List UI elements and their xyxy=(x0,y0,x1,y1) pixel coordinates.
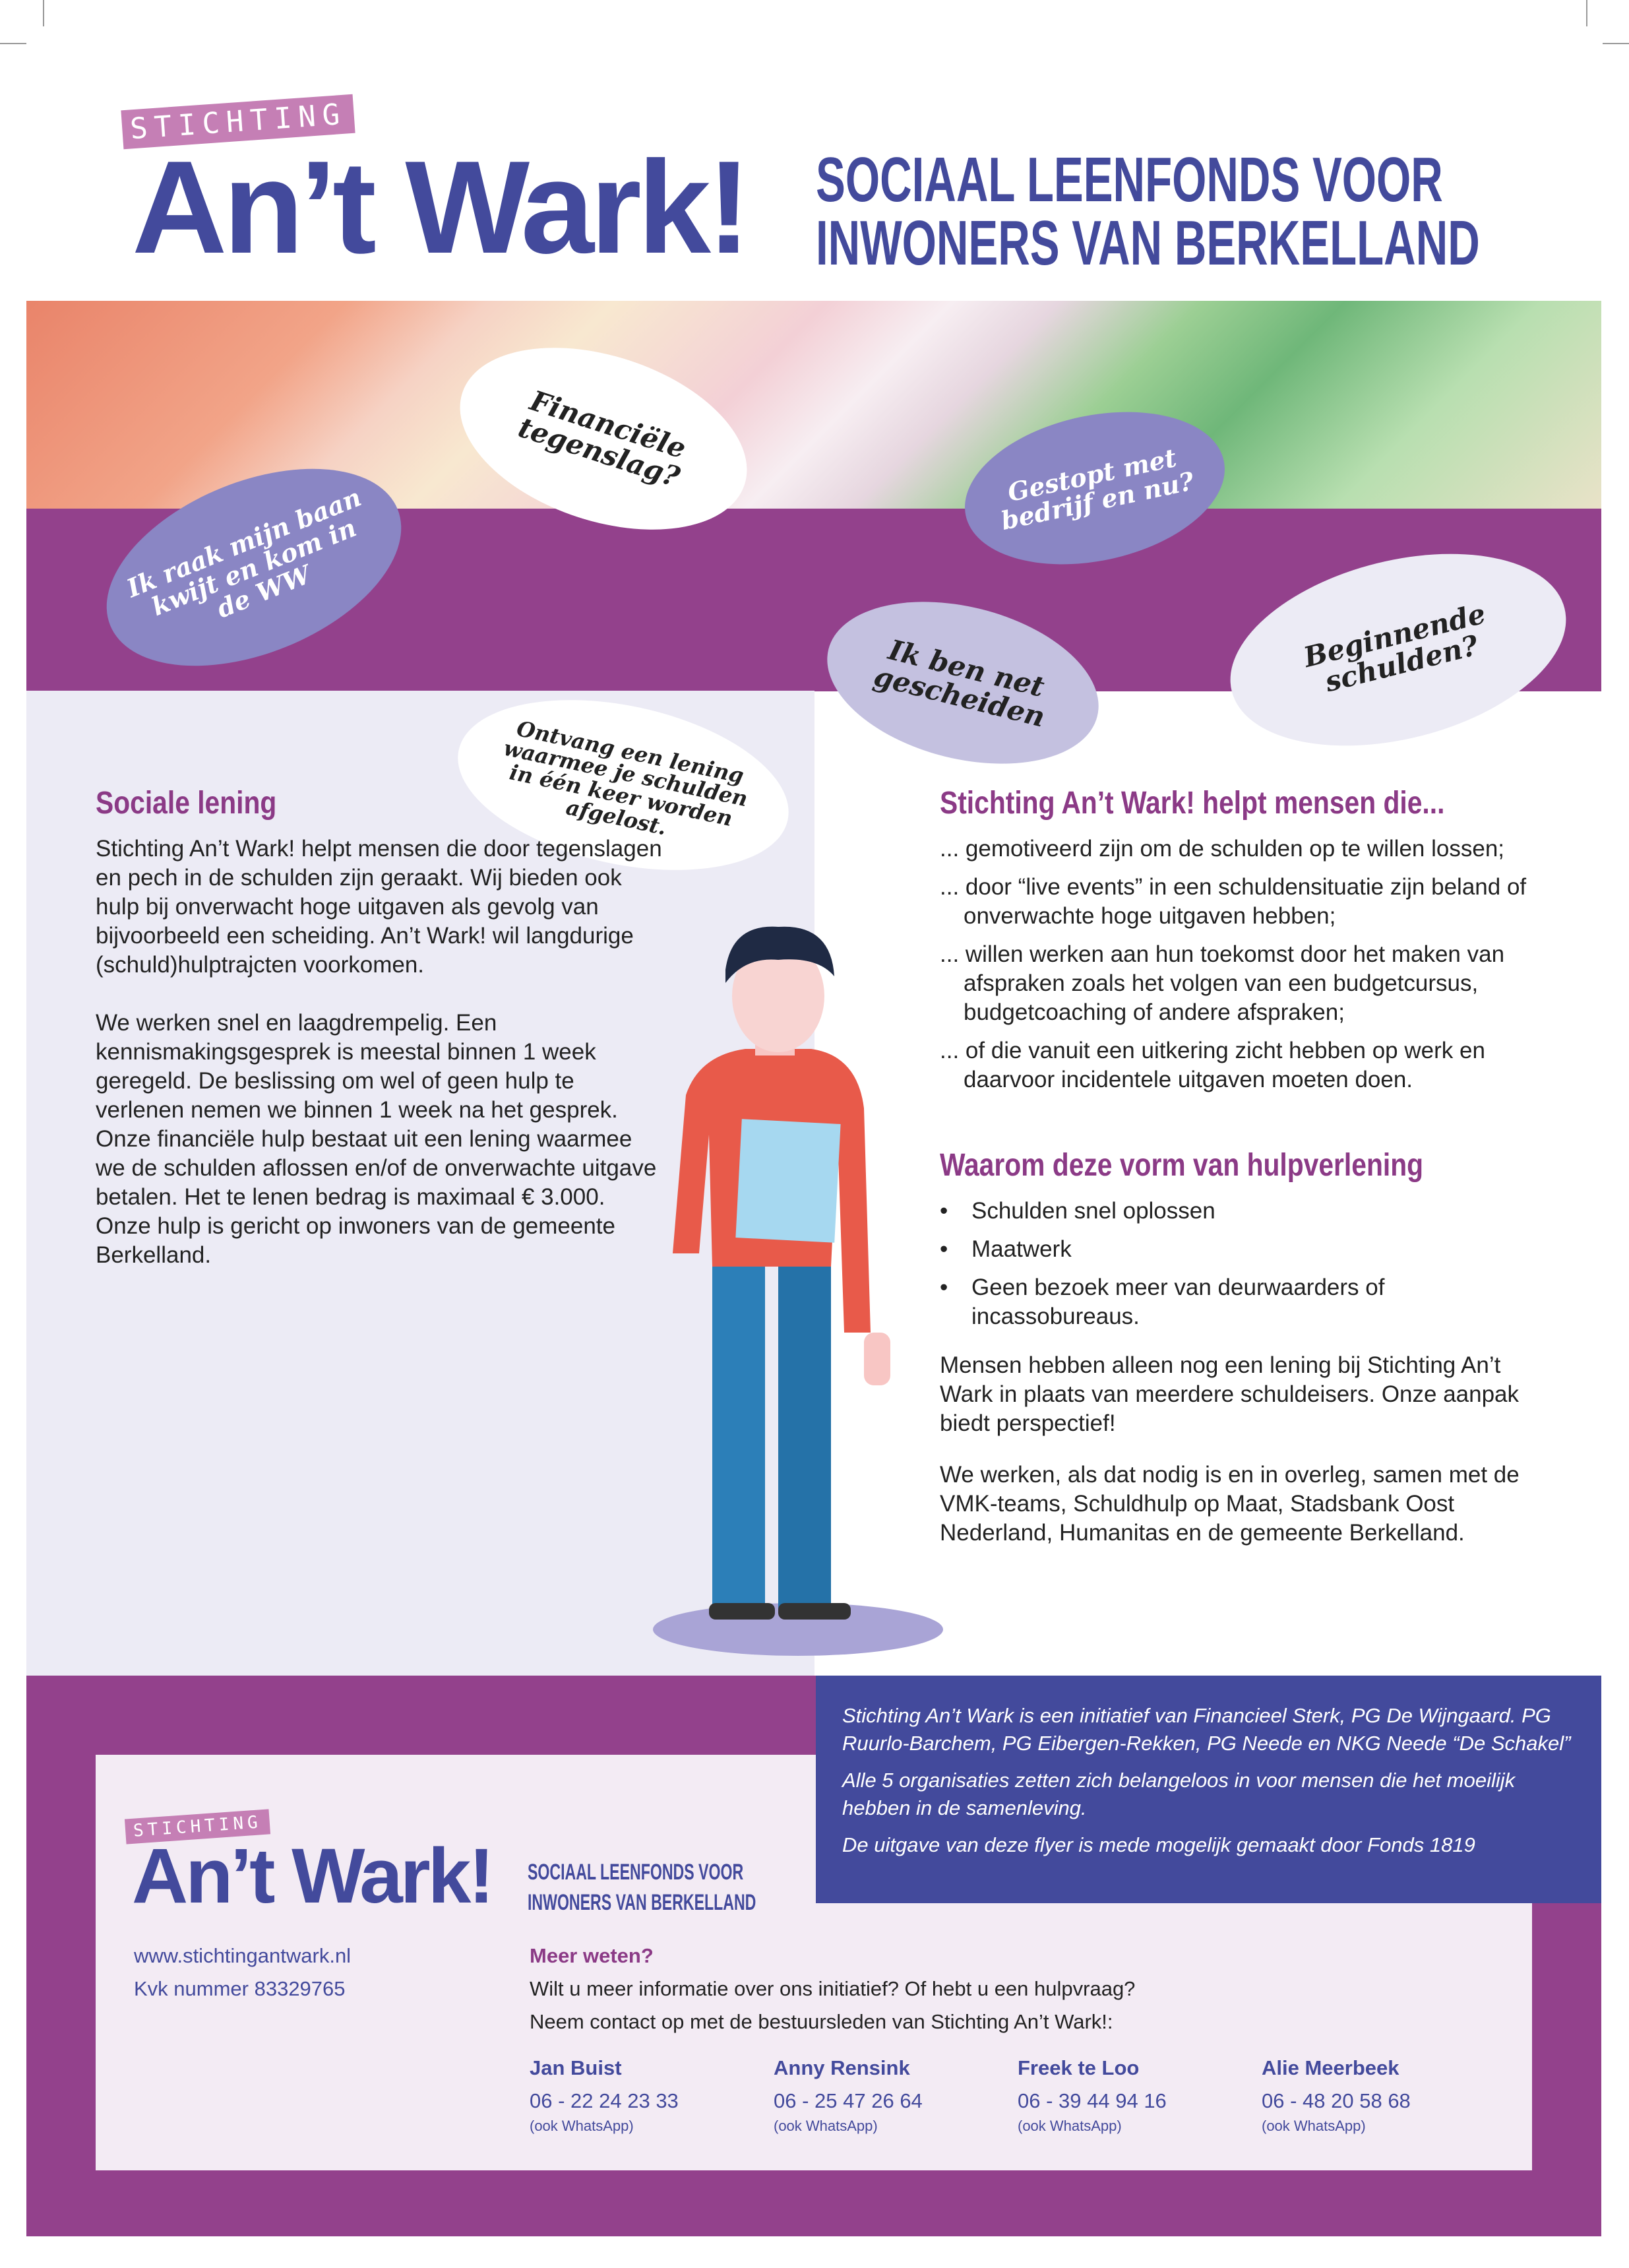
crop-mark xyxy=(43,0,44,26)
contact-note: (ook WhatsApp) xyxy=(530,2118,634,2134)
info-text: De uitgave van deze flyer is mede mogelijk gemaakt door Fonds 1819 xyxy=(842,1833,1475,1856)
logo-tag: STICHTING xyxy=(121,94,355,149)
title-line-1: SOCIAAL LEENFONDS VOOR xyxy=(816,144,1443,215)
meer-weten-heading: Meer weten? xyxy=(530,1944,654,1967)
website-link[interactable]: www.stichtingantwark.nl xyxy=(134,1944,352,1967)
list-item: • Geen bezoek meer van deurwaarders of incassobureaus. xyxy=(940,1273,1533,1331)
footer-title xyxy=(528,1857,756,1918)
contact-text: Neem contact op met de bestuursleden van Stichting An’t Wark!: xyxy=(530,2010,1113,2033)
sociale-lening-section xyxy=(96,785,663,1270)
footer-logo: An’t Wark! xyxy=(132,1833,492,1920)
criteria-list xyxy=(940,835,1533,1094)
footer-logo-tag: STICHTING xyxy=(125,1809,270,1844)
info-text: Stichting An’t Wark is een initiatief van Financieel Sterk, PG De Wijngaard. PG Ruurlo-Barchem, PG Eibergen-Rekken, PG Neede en NKG Neede “De Schakel” xyxy=(842,1704,1571,1755)
list-item: ... willen werken aan hun toekomst door het maken van afspraken zoals het volgen van een budgetcursus, budgetcoaching of andere afspraken; xyxy=(940,941,1505,1025)
contact-phone[interactable]: 06 - 25 47 26 64 xyxy=(774,2089,923,2112)
title-line-1: SOCIAAL LEENFONDS VOOR xyxy=(528,1860,744,1885)
contact-phone[interactable]: 06 - 22 24 23 33 xyxy=(530,2089,679,2112)
contact-card xyxy=(1262,2052,1506,2135)
section-heading: Stichting An’t Wark! helpt mensen die... xyxy=(940,786,1445,821)
paragraph: Stichting An’t Wark! helpt mensen die door tegenslagen en pech in de schulden zijn geraakt. Wij bieden ook hulp bij onverwacht hoge uitgaven als gevolg van bijvoorbeeld een scheiding. An’t Wark! wil langdurige (schuld)hulptrajcten voorkomen. xyxy=(96,836,662,978)
list-item: • Maatwerk xyxy=(940,1235,1533,1264)
speech-bubble: Gestopt met bedrijf en nu? xyxy=(951,390,1239,586)
list-item: ... of die vanuit een uitkering zicht hebben op werk en daarvoor incidentele uitgaven moeten doen. xyxy=(940,1038,1485,1092)
page-title xyxy=(816,144,1480,278)
list-item: • Schulden snel oplossen xyxy=(940,1197,1533,1226)
meer-weten-section xyxy=(530,1939,1453,2038)
section-heading: Waarom deze vorm van hulpverlening xyxy=(940,1148,1424,1183)
logo: An’t Wark! xyxy=(132,134,747,281)
list-item: ... door “live events” in een schuldensituatie zijn beland of onverwachte hoge uitgaven hebben; xyxy=(940,874,1527,929)
crop-mark xyxy=(0,43,26,44)
crop-mark xyxy=(1603,43,1629,44)
info-text: Alle 5 organisaties zetten zich belangeloos in voor mensen die het moeilijk hebben in de samenleving. xyxy=(842,1769,1516,1819)
helpt-mensen-section xyxy=(940,785,1533,1548)
speech-bubble: Financiële tegenslag? xyxy=(437,315,770,563)
paragraph: Mensen hebben alleen nog een lening bij Stichting An’t Wark in plaats van meerdere schuldeisers. Onze aanpak biedt perspectief! xyxy=(940,1352,1520,1436)
title-line-2: INWONERS VAN BERKELLAND xyxy=(528,1890,756,1915)
speech-bubble: Beginnende schulden? xyxy=(1210,522,1586,778)
contact-phone[interactable]: 06 - 39 44 94 16 xyxy=(1018,2089,1167,2112)
contact-name: Freek te Loo xyxy=(1018,2056,1140,2079)
title-line-2: INWONERS VAN BERKELLAND xyxy=(816,208,1480,278)
contact-note: (ook WhatsApp) xyxy=(1262,2118,1366,2134)
speech-bubble: Ik raak mijn baan kwijt en kom in de WW xyxy=(78,429,429,705)
contact-card xyxy=(530,2052,774,2135)
contact-name: Alie Meerbeek xyxy=(1262,2056,1399,2079)
organisation-info xyxy=(134,1939,351,2005)
kvk-number: Kvk nummer 83329765 xyxy=(134,1977,346,2000)
paragraph: We werken snel en laagdrempelig. Een kennismakingsgesprek is meestal binnen 1 week geregeld. De beslissing om wel of geen hulp te verlenen nemen we binnen 1 week na het gesprek. Onze financiële hulp bestaat uit een lening waarmee we de schulden aflossen en/of de onverwachte uitgave betalen. Het te lenen bedrag is maximaal € 3.000. Onze hulp is gericht op inwoners van de gemeente Berkelland. xyxy=(96,1010,657,1268)
initiative-info-box xyxy=(816,1676,1601,1903)
crop-mark xyxy=(1586,0,1587,26)
contact-card xyxy=(1018,2052,1262,2135)
contact-name: Anny Rensink xyxy=(774,2056,910,2079)
contact-text: Wilt u meer informatie over ons initiatief? Of hebt u een hulpvraag? xyxy=(530,1977,1136,2000)
contact-phone[interactable]: 06 - 48 20 58 68 xyxy=(1262,2089,1411,2112)
contact-card xyxy=(774,2052,1018,2135)
contact-note: (ook WhatsApp) xyxy=(774,2118,878,2134)
reasons-list xyxy=(940,1197,1533,1331)
paragraph: We werken, als dat nodig is en in overleg, samen met de VMK-teams, Schuldhulp op Maat, Stadsbank Oost Nederland, Humanitas en de gemeente Berkelland. xyxy=(940,1462,1520,1546)
section-heading: Sociale lening xyxy=(96,786,277,821)
speech-bubble: Ontvang een lening waarmee je schulden in één keer worden afgelost. xyxy=(443,673,805,898)
person-illustration xyxy=(646,910,950,1669)
list-item: ... gemotiveerd zijn om de schulden op te willen lossen; xyxy=(940,836,1505,862)
contacts-row xyxy=(530,2052,1506,2135)
contact-name: Jan Buist xyxy=(530,2056,622,2079)
speech-bubble: Ik ben net gescheiden xyxy=(810,576,1115,790)
contact-note: (ook WhatsApp) xyxy=(1018,2118,1122,2134)
